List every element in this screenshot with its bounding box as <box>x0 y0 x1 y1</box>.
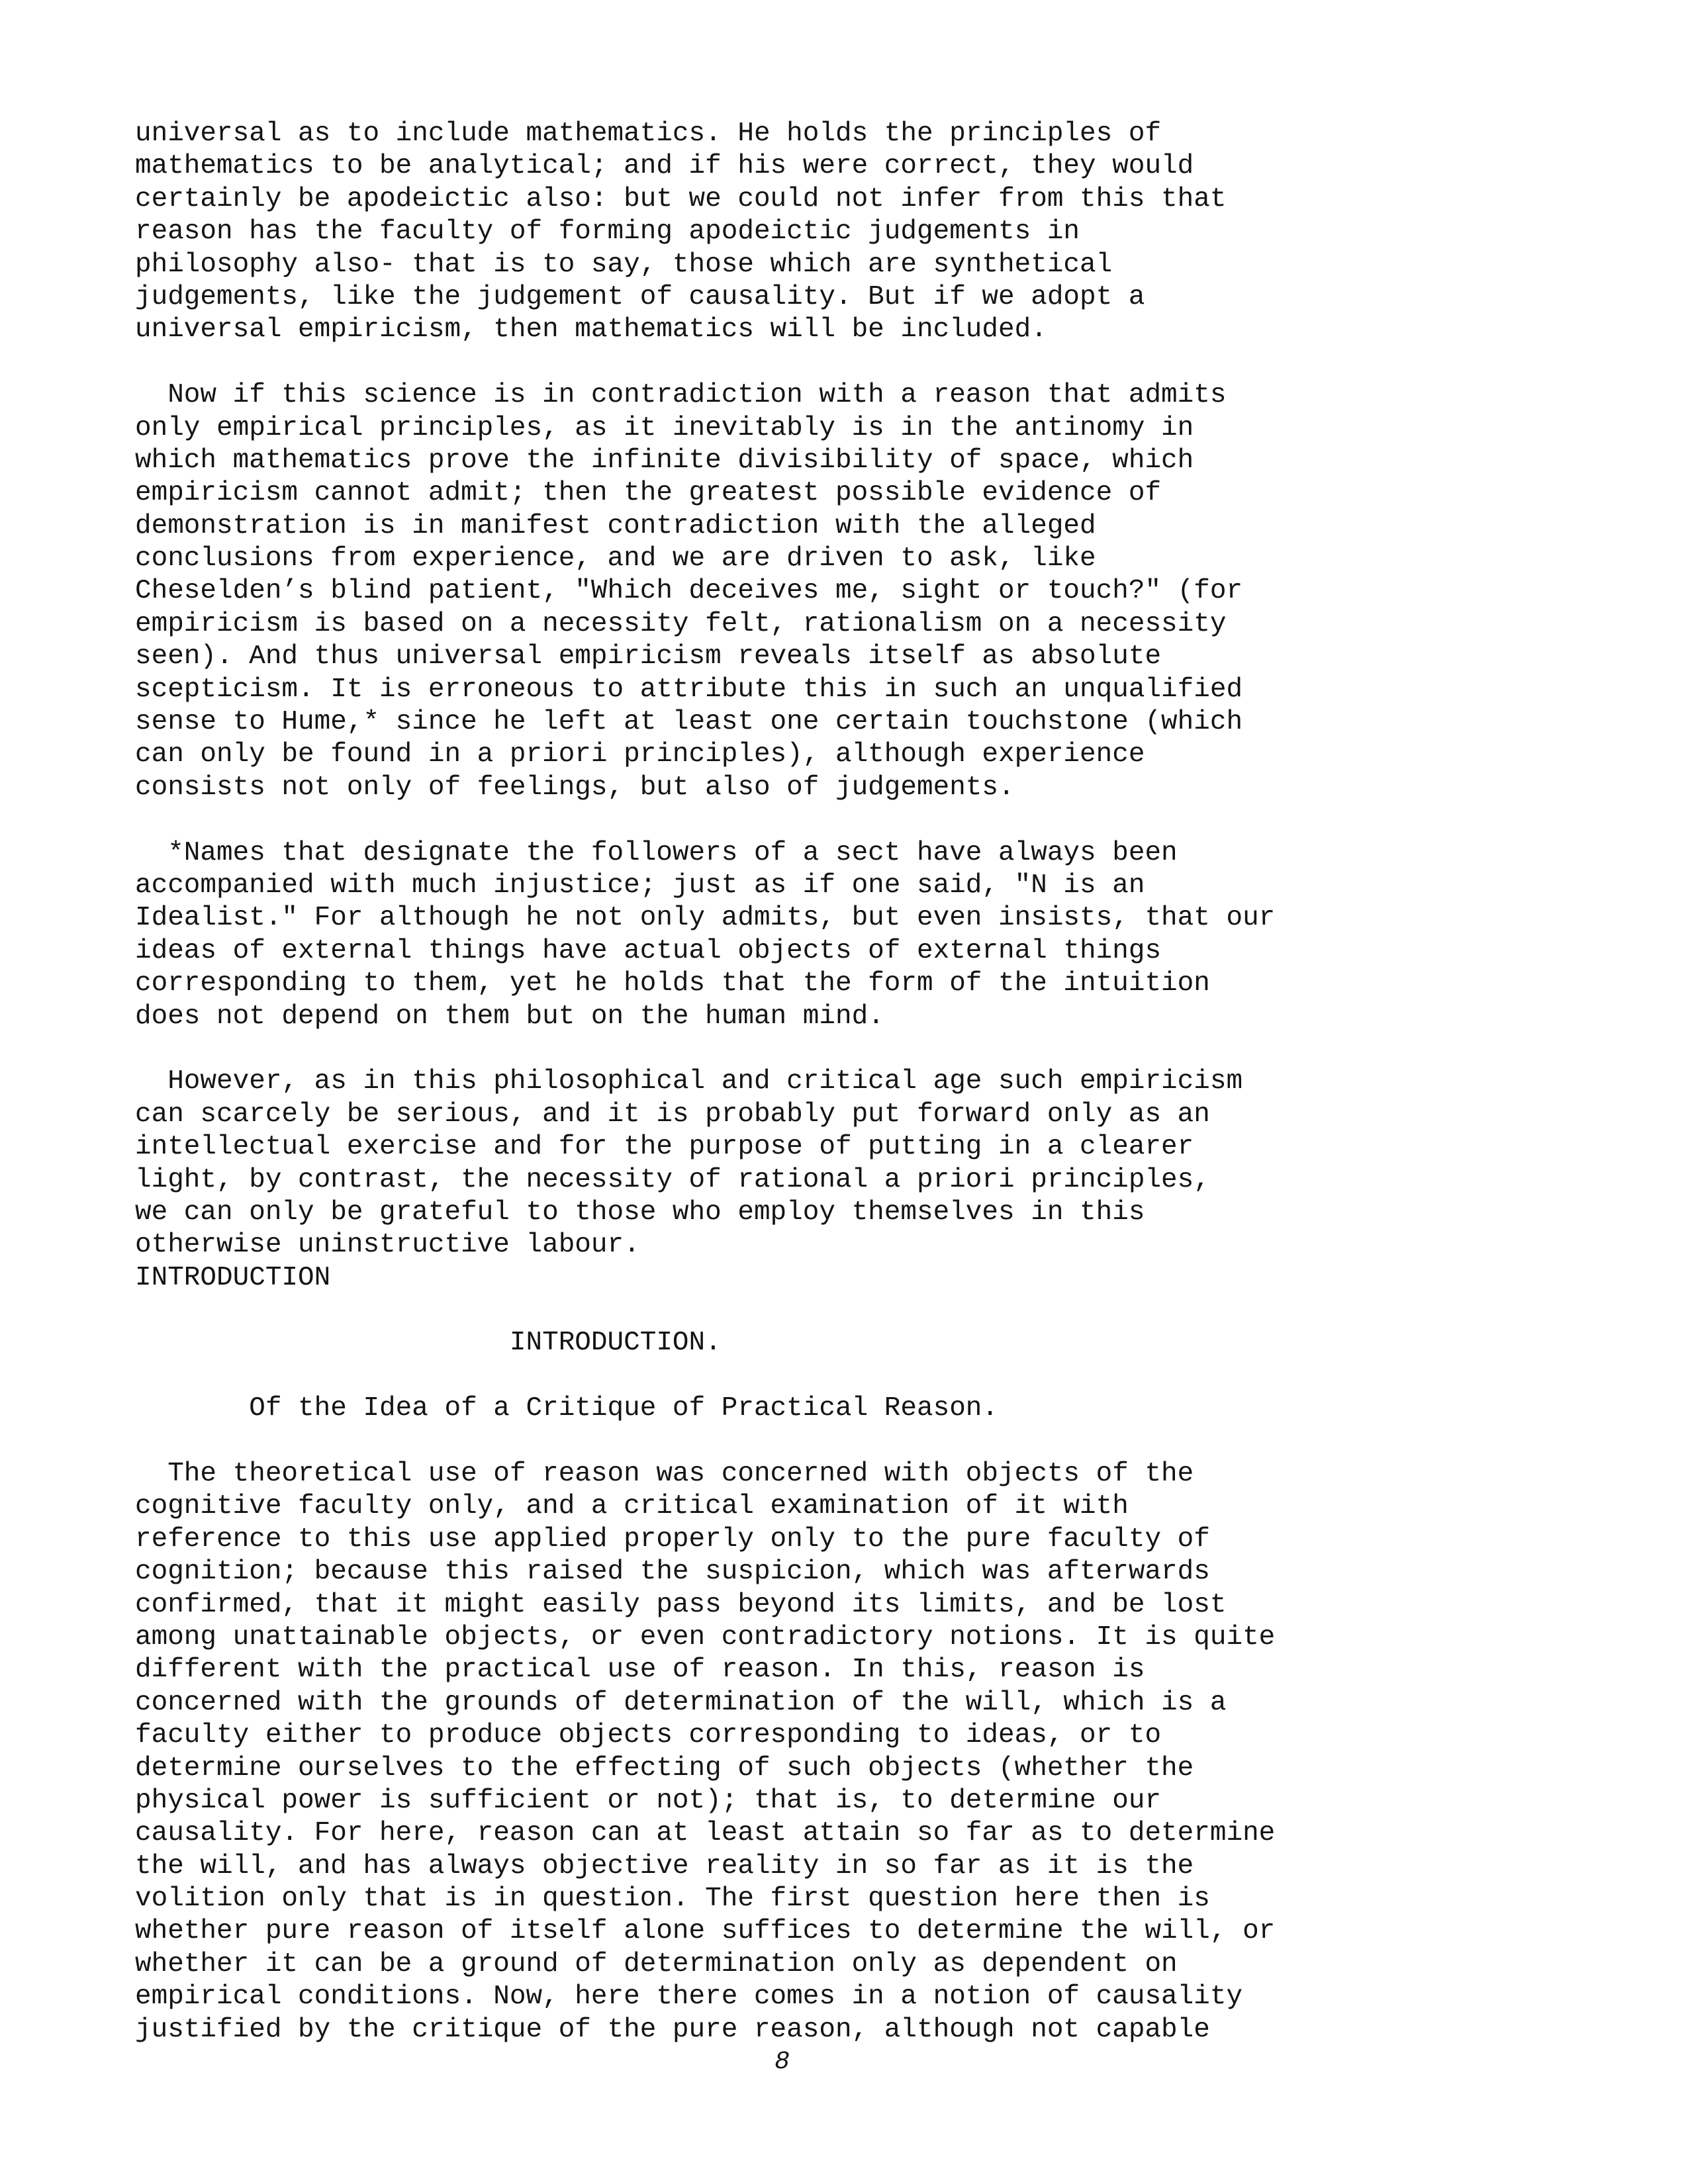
text-line: scepticism. It is erroneous to attribute this in such an unqualified <box>135 674 1243 705</box>
text-line: does not depend on them but on the human mind. <box>135 1001 884 1032</box>
text-line: whether pure reason of itself alone suffices to determine the will, or <box>135 1916 1276 1947</box>
text-line: mathematics to be analytical; and if his were correct, they would <box>135 151 1194 182</box>
text-line: conclusions from experience, and we are driven to ask, like <box>135 543 1096 574</box>
text-line: determine ourselves to the effecting of such objects (whether the <box>135 1752 1194 1784</box>
text-line: otherwise uninstructive labour. <box>135 1230 640 1261</box>
text-line: Of the Idea of a Critique of Practical Reason. <box>135 1393 999 1424</box>
text-line: seen). And thus universal empiricism reveals itself as absolute <box>135 641 1162 672</box>
body-text <box>135 118 1591 2046</box>
blank-line <box>135 1033 1591 1066</box>
text-line: faculty either to produce objects corresponding to ideas, or to <box>135 1720 1162 1751</box>
text-line: can scarcely be serious, and it is probably put forward only as an <box>135 1099 1210 1130</box>
text-line: reason has the faculty of forming apodeictic judgements in <box>135 216 1080 248</box>
text-line: *Names that designate the followers of a sect have always been <box>135 837 1178 868</box>
text-line: empiricism cannot admit; then the greatest possible evidence of <box>135 478 1162 509</box>
text-line: accompanied with much injustice; just as if one said, "N is an <box>135 870 1145 901</box>
text-line: universal as to include mathematics. He holds the principles of <box>135 118 1162 149</box>
text-line: we can only be grateful to those who employ themselves in this <box>135 1197 1145 1228</box>
text-line: Cheselden’s blind patient, "Which deceives me, sight or touch?" (for <box>135 576 1243 607</box>
blank-line <box>135 804 1591 837</box>
blank-line <box>135 1426 1591 1458</box>
text-line: can only be found in a priori principles), although experience <box>135 739 1145 770</box>
text-line: ideas of external things have actual objects of external things <box>135 935 1162 966</box>
text-line: cognitive faculty only, and a critical examination of it with <box>135 1491 1129 1522</box>
text-line: whether it can be a ground of determination only as dependent on <box>135 1948 1178 1979</box>
text-line: INTRODUCTION <box>135 1262 331 1293</box>
text-line: causality. For here, reason can at least attain so far as to determine <box>135 1818 1276 1849</box>
text-line: Idealist." For although he not only admits, but even insists, that our <box>135 903 1276 934</box>
text-line: demonstration is in manifest contradiction with the alleged <box>135 510 1096 541</box>
text-line: concerned with the grounds of determination of the will, which is a <box>135 1687 1227 1718</box>
blank-line <box>135 1360 1591 1392</box>
text-line: confirmed, that it might easily pass beyond its limits, and be lost <box>135 1589 1227 1620</box>
text-line: corresponding to them, yet he holds that the form of the intuition <box>135 968 1210 999</box>
text-line: light, by contrast, the necessity of rational a priori principles, <box>135 1164 1210 1195</box>
text-line: empiricism is based on a necessity felt, rationalism on a necessity <box>135 608 1227 639</box>
text-line: intellectual exercise and for the purpose of putting in a clearer <box>135 1132 1194 1163</box>
text-line: physical power is sufficient or not); that is, to determine our <box>135 1785 1162 1816</box>
blank-line <box>135 1295 1591 1327</box>
text-line: consists not only of feelings, but also of judgements. <box>135 772 1015 803</box>
text-line: only empirical principles, as it inevitably is in the antinomy in <box>135 412 1194 443</box>
text-line: judgements, like the judgement of causality. But if we adopt a <box>135 281 1145 312</box>
text-line: However, as in this philosophical and critical age such empiricism <box>135 1066 1243 1097</box>
text-line: certainly be apodeictic also: but we could not infer from this that <box>135 183 1227 214</box>
text-line: among unattainable objects, or even contradictory notions. It is quite <box>135 1621 1276 1653</box>
text-line: which mathematics prove the infinite divisibility of space, which <box>135 445 1194 476</box>
text-line: INTRODUCTION. <box>135 1328 722 1359</box>
text-line: volition only that is in question. The first question here then is <box>135 1884 1210 1915</box>
text-line: empirical conditions. Now, here there comes in a notion of causality <box>135 1981 1243 2013</box>
text-line: cognition; because this raised the suspicion, which was afterwards <box>135 1557 1210 1588</box>
text-line: Now if this science is in contradiction with a reason that admits <box>135 380 1227 411</box>
text-line: different with the practical use of reason. In this, reason is <box>135 1655 1145 1686</box>
text-line: the will, and has always objective reality in so far as it is the <box>135 1850 1194 1882</box>
text-line: reference to this use applied properly only to the pure faculty of <box>135 1524 1210 1555</box>
text-line: universal empiricism, then mathematics will be included. <box>135 314 1047 345</box>
text-line: sense to Hume,* since he left at least one certain touchstone (which <box>135 707 1243 738</box>
text-line: philosophy also- that is to say, those which are synthetical <box>135 249 1113 280</box>
text-line: justified by the critique of the pure reason, although not capable <box>135 2014 1210 2045</box>
blank-line <box>135 347 1591 379</box>
page-number: 8 <box>774 2048 790 2076</box>
text-line: The theoretical use of reason was concerned with objects of the <box>135 1459 1194 1490</box>
